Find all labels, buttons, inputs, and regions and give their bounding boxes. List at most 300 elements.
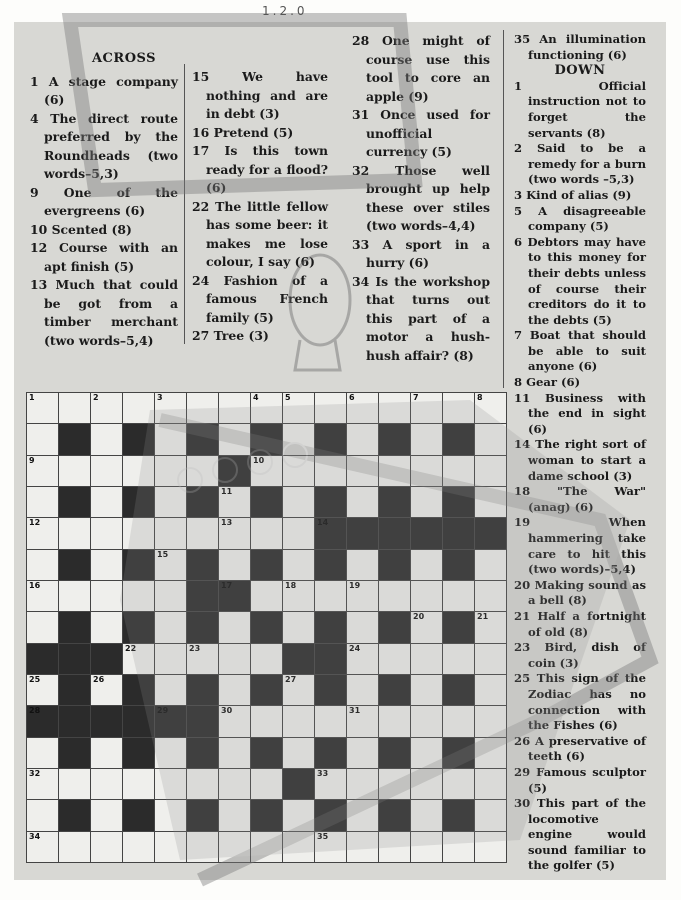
grid-block [442, 549, 475, 581]
down-clue [514, 235, 646, 329]
grid-cell[interactable] [250, 517, 283, 549]
grid-cell[interactable] [26, 517, 59, 549]
grid-block [250, 674, 283, 706]
grid-cell[interactable] [474, 674, 507, 706]
grid-block [186, 486, 219, 518]
grid-cell[interactable] [26, 831, 59, 863]
cell-number: 21 [477, 612, 489, 622]
clue-number: 30 [514, 796, 537, 811]
grid-block [218, 580, 251, 612]
down-clue [514, 484, 646, 515]
clue-number: 7 [514, 328, 530, 343]
grid-cell[interactable] [378, 831, 411, 863]
cell-number: 22 [125, 643, 137, 653]
clue-text: Course with an apt finish (5) [44, 240, 178, 274]
grid-cell[interactable] [282, 705, 315, 737]
grid-block [378, 737, 411, 769]
across-clue [192, 272, 328, 328]
grid-cell[interactable] [26, 674, 59, 706]
mixed-clues-column-4 [514, 32, 646, 874]
cell-number: 27 [285, 675, 297, 684]
grid-cell[interactable] [90, 517, 123, 549]
grid-cell[interactable] [186, 392, 219, 424]
across-clue [352, 162, 490, 236]
grid-cell[interactable] [474, 486, 507, 518]
clue-text: "The War" (anag) (6) [528, 484, 647, 514]
grid-cell[interactable] [186, 831, 219, 863]
grid-cell[interactable] [346, 799, 379, 831]
clue-number: 23 [514, 640, 545, 655]
grid-cell[interactable] [122, 643, 155, 675]
grid-block [442, 517, 475, 549]
grid-block [90, 643, 123, 675]
grid-cell[interactable] [26, 423, 59, 455]
grid-cell[interactable] [282, 580, 315, 612]
grid-cell[interactable] [154, 580, 187, 612]
grid-cell[interactable] [346, 831, 379, 863]
grid-cell[interactable] [442, 392, 475, 424]
grid-block [122, 737, 155, 769]
grid-block [122, 423, 155, 455]
clue-number: 18 [514, 484, 557, 499]
grid-cell[interactable] [90, 455, 123, 487]
cell-number: 28 [29, 706, 41, 716]
clue-text: A stage company (6) [44, 73, 178, 107]
clue-text: The direct route preferred by the Roundheads (two words–5,3) [44, 110, 179, 181]
grid-cell[interactable] [250, 705, 283, 737]
clue-text: Making sound as a bell (8) [528, 577, 646, 608]
grid-cell[interactable] [26, 737, 59, 769]
cell-number: 24 [349, 643, 361, 653]
grid-cell[interactable] [218, 831, 251, 863]
grid-cell[interactable] [122, 517, 155, 549]
cell-number: 11 [221, 487, 233, 496]
grid-cell[interactable] [378, 643, 411, 675]
grid-cell[interactable] [122, 831, 155, 863]
cell-number: 9 [29, 455, 35, 465]
grid-cell[interactable] [314, 768, 347, 800]
grid-cell[interactable] [474, 737, 507, 769]
grid-cell[interactable] [218, 611, 251, 643]
grid-cell[interactable] [58, 517, 91, 549]
grid-block [58, 549, 91, 581]
grid-cell[interactable] [410, 737, 443, 769]
down-heading: DOWN [554, 63, 606, 79]
grid-cell[interactable] [154, 799, 187, 831]
grid-cell[interactable] [282, 486, 315, 518]
cell-number: 23 [189, 643, 201, 653]
grid-cell[interactable] [474, 768, 507, 800]
cell-number: 29 [157, 706, 169, 716]
grid-cell[interactable] [218, 737, 251, 769]
grid-cell[interactable] [282, 737, 315, 769]
grid-block [378, 486, 411, 518]
grid-cell[interactable] [474, 705, 507, 737]
clue-text: Official instruction not to forget the servants (8) [528, 78, 646, 140]
grid-cell[interactable] [186, 517, 219, 549]
grid-cell[interactable] [154, 768, 187, 800]
grid-cell[interactable] [154, 674, 187, 706]
grid-cell[interactable] [250, 643, 283, 675]
cell-number: 35 [317, 831, 329, 841]
grid-cell[interactable] [346, 549, 379, 581]
across-clue [352, 32, 490, 106]
grid-block [314, 486, 347, 518]
clue-text: One might of course use this tool to core an apple (9) [366, 33, 490, 104]
grid-cell[interactable] [474, 580, 507, 612]
grid-cell[interactable] [474, 831, 507, 863]
cell-number: 6 [349, 393, 355, 402]
grid-cell[interactable] [378, 455, 411, 487]
grid-block [186, 799, 219, 831]
grid-cell[interactable] [218, 549, 251, 581]
grid-cell[interactable] [474, 643, 507, 675]
grid-cell[interactable] [282, 831, 315, 863]
grid-cell[interactable] [218, 705, 251, 737]
grid-block [122, 549, 155, 581]
grid-cell[interactable] [90, 486, 123, 518]
grid-block [58, 737, 91, 769]
clue-text: An illumination functioning (6) [528, 32, 646, 62]
grid-cell[interactable] [90, 549, 123, 581]
grid-cell[interactable] [346, 611, 379, 643]
grid-block [250, 611, 283, 643]
down-clue [514, 141, 646, 188]
clue-number: 10 [30, 221, 52, 237]
grid-cell[interactable] [314, 705, 347, 737]
cell-number: 12 [29, 518, 41, 528]
grid-cell[interactable] [154, 517, 187, 549]
grid-cell[interactable] [474, 799, 507, 831]
grid-cell[interactable] [410, 643, 443, 675]
grid-cell[interactable] [250, 831, 283, 863]
grid-cell[interactable] [282, 611, 315, 643]
clue-number: 14 [514, 437, 536, 452]
down-clue [514, 515, 646, 577]
grid-block [314, 517, 347, 549]
clue-number: 17 [192, 143, 225, 158]
grid-cell[interactable] [442, 580, 475, 612]
grid-cell[interactable] [90, 674, 123, 706]
grid-block [474, 517, 507, 549]
grid-block [250, 549, 283, 581]
grid-cell[interactable] [218, 799, 251, 831]
grid-cell[interactable] [250, 455, 283, 487]
grid-cell[interactable] [410, 423, 443, 455]
grid-block [250, 486, 283, 518]
across-clues-column-1 [30, 50, 178, 350]
grid-cell[interactable] [186, 643, 219, 675]
grid-cell[interactable] [154, 643, 187, 675]
grid-cell[interactable] [378, 580, 411, 612]
grid-cell[interactable] [154, 611, 187, 643]
clue-number: 13 [30, 277, 56, 292]
clue-text: Fashion of a famous French family (5) [206, 272, 328, 325]
clue-text: Scented (8) [51, 221, 132, 237]
grid-block [154, 705, 187, 737]
across-heading: ACROSS [91, 51, 157, 66]
clue-text: A preservative of teeth (6) [528, 733, 647, 764]
clue-text: Is the workshop that turns out this part of a motor a hush-hush affair? (8) [366, 273, 490, 363]
grid-cell[interactable] [218, 643, 251, 675]
down-clue [514, 188, 646, 204]
down-clue [514, 796, 646, 874]
grid-block [442, 737, 475, 769]
across-clue [192, 124, 328, 143]
grid-cell[interactable] [218, 674, 251, 706]
cell-number: 25 [29, 675, 41, 684]
down-clue [514, 671, 646, 733]
grid-cell[interactable] [250, 580, 283, 612]
grid-cell[interactable] [314, 580, 347, 612]
grid-cell[interactable] [26, 611, 59, 643]
cell-number: 31 [349, 706, 361, 716]
grid-cell[interactable] [26, 580, 59, 612]
grid-block [346, 517, 379, 549]
grid-cell[interactable] [410, 611, 443, 643]
grid-cell[interactable] [282, 674, 315, 706]
grid-cell[interactable] [90, 799, 123, 831]
grid-cell[interactable] [122, 580, 155, 612]
clue-text: This part of the locomotive engine would sound familiar to the golfer (5) [528, 796, 647, 873]
across-clue [30, 239, 178, 276]
grid-cell[interactable] [90, 831, 123, 863]
grid-block [378, 611, 411, 643]
clue-number: 24 [192, 272, 224, 288]
grid-cell[interactable] [346, 486, 379, 518]
grid-cell[interactable] [346, 705, 379, 737]
grid-cell[interactable] [378, 768, 411, 800]
down-clue [514, 391, 646, 438]
grid-cell[interactable] [154, 392, 187, 424]
grid-block [58, 643, 91, 675]
grid-cell[interactable] [346, 674, 379, 706]
down-clue [514, 765, 646, 796]
grid-cell[interactable] [410, 486, 443, 518]
grid-cell[interactable] [474, 549, 507, 581]
grid-cell[interactable] [122, 768, 155, 800]
grid-cell[interactable] [122, 455, 155, 487]
across-clue [352, 273, 490, 366]
grid-cell[interactable] [26, 799, 59, 831]
cell-number: 26 [93, 675, 105, 684]
grid-cell[interactable] [410, 831, 443, 863]
grid-cell[interactable] [410, 768, 443, 800]
grid-cell[interactable] [314, 831, 347, 863]
grid-cell[interactable] [346, 423, 379, 455]
grid-cell[interactable] [26, 455, 59, 487]
grid-cell[interactable] [410, 674, 443, 706]
grid-cell[interactable] [442, 705, 475, 737]
grid-block [314, 423, 347, 455]
cell-number: 34 [29, 831, 41, 841]
top-stamp: 1.2.0 [262, 4, 308, 18]
clue-number: 3 [514, 187, 527, 202]
grid-cell[interactable] [410, 455, 443, 487]
clue-number: 2 [514, 141, 537, 156]
grid-cell[interactable] [314, 455, 347, 487]
grid-cell[interactable] [250, 392, 283, 424]
clue-number: 4 [30, 110, 51, 126]
grid-block [314, 799, 347, 831]
grid-cell[interactable] [58, 392, 91, 424]
grid-cell[interactable] [346, 392, 379, 424]
grid-cell[interactable] [346, 580, 379, 612]
grid-cell[interactable] [154, 455, 187, 487]
grid-cell[interactable] [122, 392, 155, 424]
grid-cell[interactable] [186, 768, 219, 800]
grid-cell[interactable] [346, 737, 379, 769]
grid-block [442, 799, 475, 831]
clue-text: Tree (3) [213, 328, 269, 343]
across-clue [514, 32, 646, 63]
grid-cell[interactable] [26, 768, 59, 800]
grid-cell[interactable] [186, 455, 219, 487]
grid-block [186, 611, 219, 643]
down-clue [514, 609, 646, 640]
clue-text: Pretend (5) [213, 124, 294, 140]
across-clue [192, 68, 328, 124]
grid-block [442, 674, 475, 706]
grid-block [250, 737, 283, 769]
grid-cell[interactable] [26, 392, 59, 424]
grid-cell[interactable] [410, 799, 443, 831]
clue-number: 29 [514, 764, 537, 779]
grid-cell[interactable] [474, 455, 507, 487]
grid-cell[interactable] [282, 455, 315, 487]
grid-cell[interactable] [474, 392, 507, 424]
clue-text: Said to be a remedy for a burn (two words –5,3) [528, 141, 646, 187]
grid-cell[interactable] [282, 423, 315, 455]
grid-cell[interactable] [90, 611, 123, 643]
across-clue [192, 327, 328, 346]
clue-text: Half a fortnight of old (8) [528, 608, 646, 639]
grid-cell[interactable] [154, 549, 187, 581]
across-clue [30, 221, 178, 240]
grid-block [314, 674, 347, 706]
clue-number: 1 [30, 73, 49, 89]
grid-cell[interactable] [346, 643, 379, 675]
across-clue [30, 184, 178, 221]
grid-cell[interactable] [90, 423, 123, 455]
clue-text: Boat that should be able to suit anyone (6) [528, 328, 646, 374]
grid-cell[interactable] [90, 737, 123, 769]
clue-number: 19 [514, 515, 609, 530]
grid-cell[interactable] [154, 737, 187, 769]
clue-text: Business with the end in sight (6) [528, 390, 646, 436]
grid-cell[interactable] [410, 392, 443, 424]
grid-cell[interactable] [410, 549, 443, 581]
clue-text: Famous sculptor (5) [528, 764, 646, 795]
grid-cell[interactable] [442, 643, 475, 675]
grid-block [186, 580, 219, 612]
grid-cell[interactable] [314, 392, 347, 424]
grid-cell[interactable] [90, 392, 123, 424]
clue-number: 28 [352, 33, 382, 48]
across-clue [30, 276, 178, 350]
grid-cell[interactable] [26, 486, 59, 518]
down-clue [514, 375, 646, 391]
across-clue [30, 110, 178, 184]
grid-block [250, 423, 283, 455]
grid-cell[interactable] [282, 549, 315, 581]
grid-cell[interactable] [58, 831, 91, 863]
clue-text: The little fellow has some beer: it makes me lose colour, I say (6) [206, 198, 328, 269]
grid-cell[interactable] [154, 486, 187, 518]
clue-number: 11 [514, 390, 545, 405]
clue-number: 35 [514, 32, 540, 46]
grid-cell[interactable] [378, 392, 411, 424]
grid-cell[interactable] [378, 705, 411, 737]
grid-block [378, 674, 411, 706]
grid-block [90, 705, 123, 737]
clue-text: This sign of the Zodiac has no connection with the Fishes (6) [528, 671, 646, 733]
grid-block [122, 611, 155, 643]
grid-cell[interactable] [90, 580, 123, 612]
cell-number: 20 [413, 612, 425, 622]
grid-cell[interactable] [218, 768, 251, 800]
clue-number: 22 [192, 198, 216, 214]
grid-block [442, 611, 475, 643]
grid-block [122, 486, 155, 518]
grid-cell[interactable] [442, 768, 475, 800]
cell-number: 15 [157, 549, 169, 559]
grid-cell[interactable] [282, 799, 315, 831]
clue-number: 6 [514, 234, 528, 249]
grid-cell[interactable] [58, 580, 91, 612]
grid-cell[interactable] [474, 611, 507, 643]
cell-number: 7 [413, 393, 419, 402]
grid-cell[interactable] [282, 392, 315, 424]
grid-cell[interactable] [218, 517, 251, 549]
cell-number: 2 [93, 393, 99, 402]
grid-cell[interactable] [442, 455, 475, 487]
grid-cell[interactable] [218, 486, 251, 518]
grid-block [58, 674, 91, 706]
clue-number: 33 [352, 236, 383, 252]
grid-block [218, 455, 251, 487]
clue-number: 5 [514, 203, 539, 218]
grid-cell[interactable] [282, 517, 315, 549]
grid-cell[interactable] [58, 455, 91, 487]
grid-block [442, 486, 475, 518]
grid-block [186, 423, 219, 455]
grid-cell[interactable] [218, 423, 251, 455]
clue-number: 8 [514, 375, 527, 390]
grid-cell[interactable] [250, 768, 283, 800]
grid-cell[interactable] [218, 392, 251, 424]
grid-cell[interactable] [346, 768, 379, 800]
grid-cell[interactable] [346, 455, 379, 487]
grid-cell[interactable] [442, 831, 475, 863]
clue-text: One of the evergreens (6) [44, 184, 178, 218]
grid-cell[interactable] [58, 768, 91, 800]
clue-number: 25 [514, 671, 537, 686]
grid-cell[interactable] [90, 768, 123, 800]
grid-cell[interactable] [410, 705, 443, 737]
grid-cell[interactable] [410, 580, 443, 612]
grid-cell[interactable] [154, 831, 187, 863]
grid-cell[interactable] [26, 549, 59, 581]
clue-number: 1 [514, 78, 599, 93]
clue-number: 9 [30, 184, 64, 200]
cell-number: 4 [253, 393, 259, 402]
clue-number: 15 [192, 69, 243, 84]
grid-cell[interactable] [474, 423, 507, 455]
grid-block [122, 705, 155, 737]
clue-text: When hammering take care to hit this (two words)–5,4) [528, 515, 646, 577]
grid-cell[interactable] [154, 423, 187, 455]
